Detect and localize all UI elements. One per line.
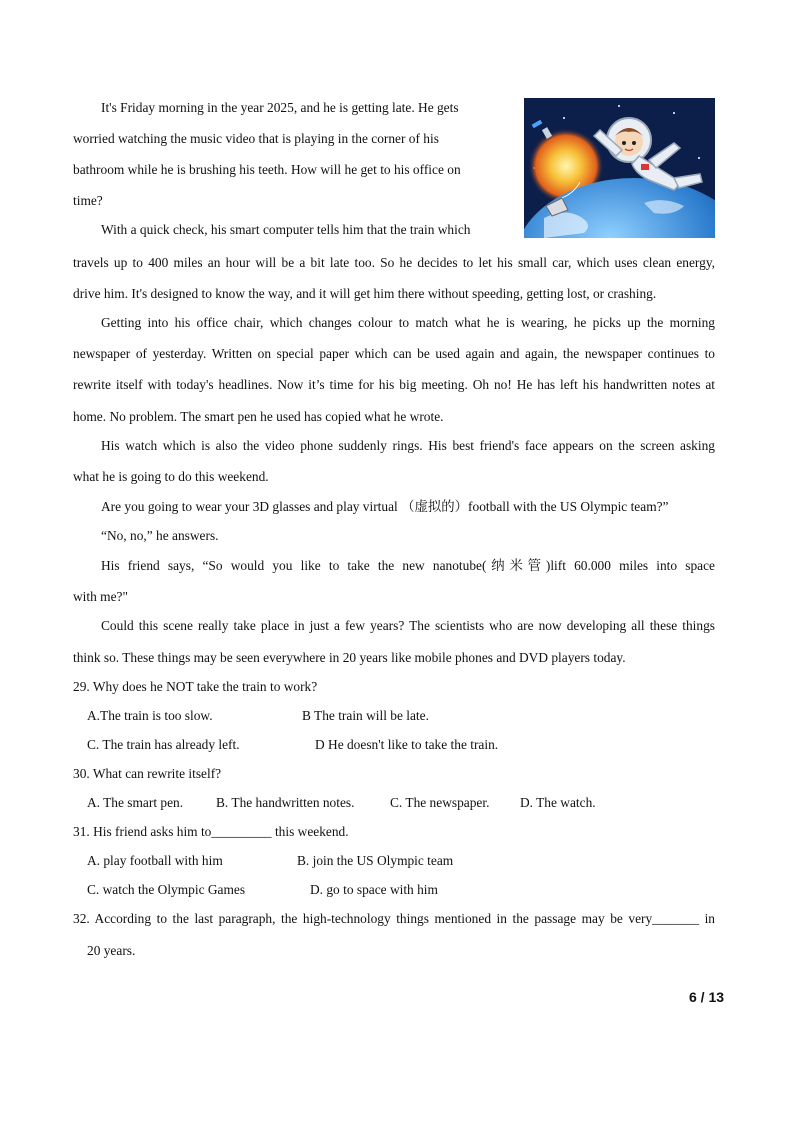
passage-line: what he is going to do this weekend. — [73, 469, 269, 484]
answer-option: A. play football with him — [87, 853, 223, 868]
answer-option: D He doesn't like to take the train. — [315, 737, 499, 752]
question-stem: 32. According to the last paragraph, the high-technology things mentioned in the passage may be very_______ in — [73, 911, 715, 926]
passage-line: home. No problem. The smart pen he used has copied what he wrote. — [73, 409, 444, 424]
question-stem-continued: 20 years. — [87, 943, 136, 958]
passage-line: Are you going to wear your 3D glasses and play virtual （虚拟的）football with the US Olympic team?” — [101, 499, 669, 514]
passage-line: It's Friday morning in the year 2025, and he is getting late. He gets — [101, 100, 459, 115]
passage-line: “No, no,” he answers. — [101, 528, 219, 543]
answer-option: D. go to space with him — [310, 882, 438, 897]
passage-line: His watch which is also the video phone suddenly rings. His best friend's face appears on the screen asking — [101, 438, 715, 453]
passage-line: with me?" — [73, 589, 128, 604]
answer-option: D. The watch. — [520, 795, 596, 810]
passage-line: bathroom while he is brushing his teeth. How will he get to his office on — [73, 162, 461, 177]
question-stem: 29. Why does he NOT take the train to work? — [73, 679, 318, 694]
answer-option: C. The newspaper. — [390, 795, 490, 810]
answer-option: C. watch the Olympic Games — [87, 882, 246, 897]
page-number: 6 / 13 — [689, 989, 725, 1005]
answer-option: A. The smart pen. — [87, 795, 184, 810]
passage-line: time? — [73, 193, 103, 208]
answer-option: B. The handwritten notes. — [216, 795, 355, 810]
passage-line: travels up to 400 miles an hour will be a bit late too. So he decides to let his small car, which uses clean energy, — [73, 255, 715, 270]
passage-line: His friend says, “So would you like to take the new nanotube(纳米管)lift 60.000 miles into space — [101, 558, 715, 573]
passage-line: drive him. It's designed to know the way, and it will get him there without speeding, getting lost, or crashing. — [73, 286, 657, 301]
astronaut-illustration — [524, 98, 715, 238]
answer-option: C. The train has already left. — [87, 737, 240, 752]
passage-line: With a quick check, his smart computer tells him that the train which — [101, 222, 471, 237]
astronaut-image — [524, 98, 715, 238]
answer-option: B The train will be late. — [302, 708, 429, 723]
answer-option: A.The train is too slow. — [87, 708, 213, 723]
question-stem: 30. What can rewrite itself? — [73, 766, 222, 781]
answer-option: B. join the US Olympic team — [297, 853, 454, 868]
passage-line: Getting into his office chair, which changes colour to match what he is wearing, he picks up the morning — [101, 315, 715, 330]
passage-line: worried watching the music video that is playing in the corner of his — [73, 131, 439, 146]
question-stem: 31. His friend asks him to_________ this weekend. — [73, 824, 349, 839]
passage-line: newspaper of yesterday. Written on special paper which can be used again and again, the newspaper continues to — [73, 346, 715, 361]
passage-line: Could this scene really take place in just a few years? The scientists who are now developing all these things — [101, 618, 715, 633]
passage-line: rewrite itself with today's headlines. Now it’s time for his big meeting. Oh no! He has left his handwritten notes at — [73, 377, 715, 392]
passage-line: think so. These things may be seen everywhere in 20 years like mobile phones and DVD players today. — [73, 650, 626, 665]
